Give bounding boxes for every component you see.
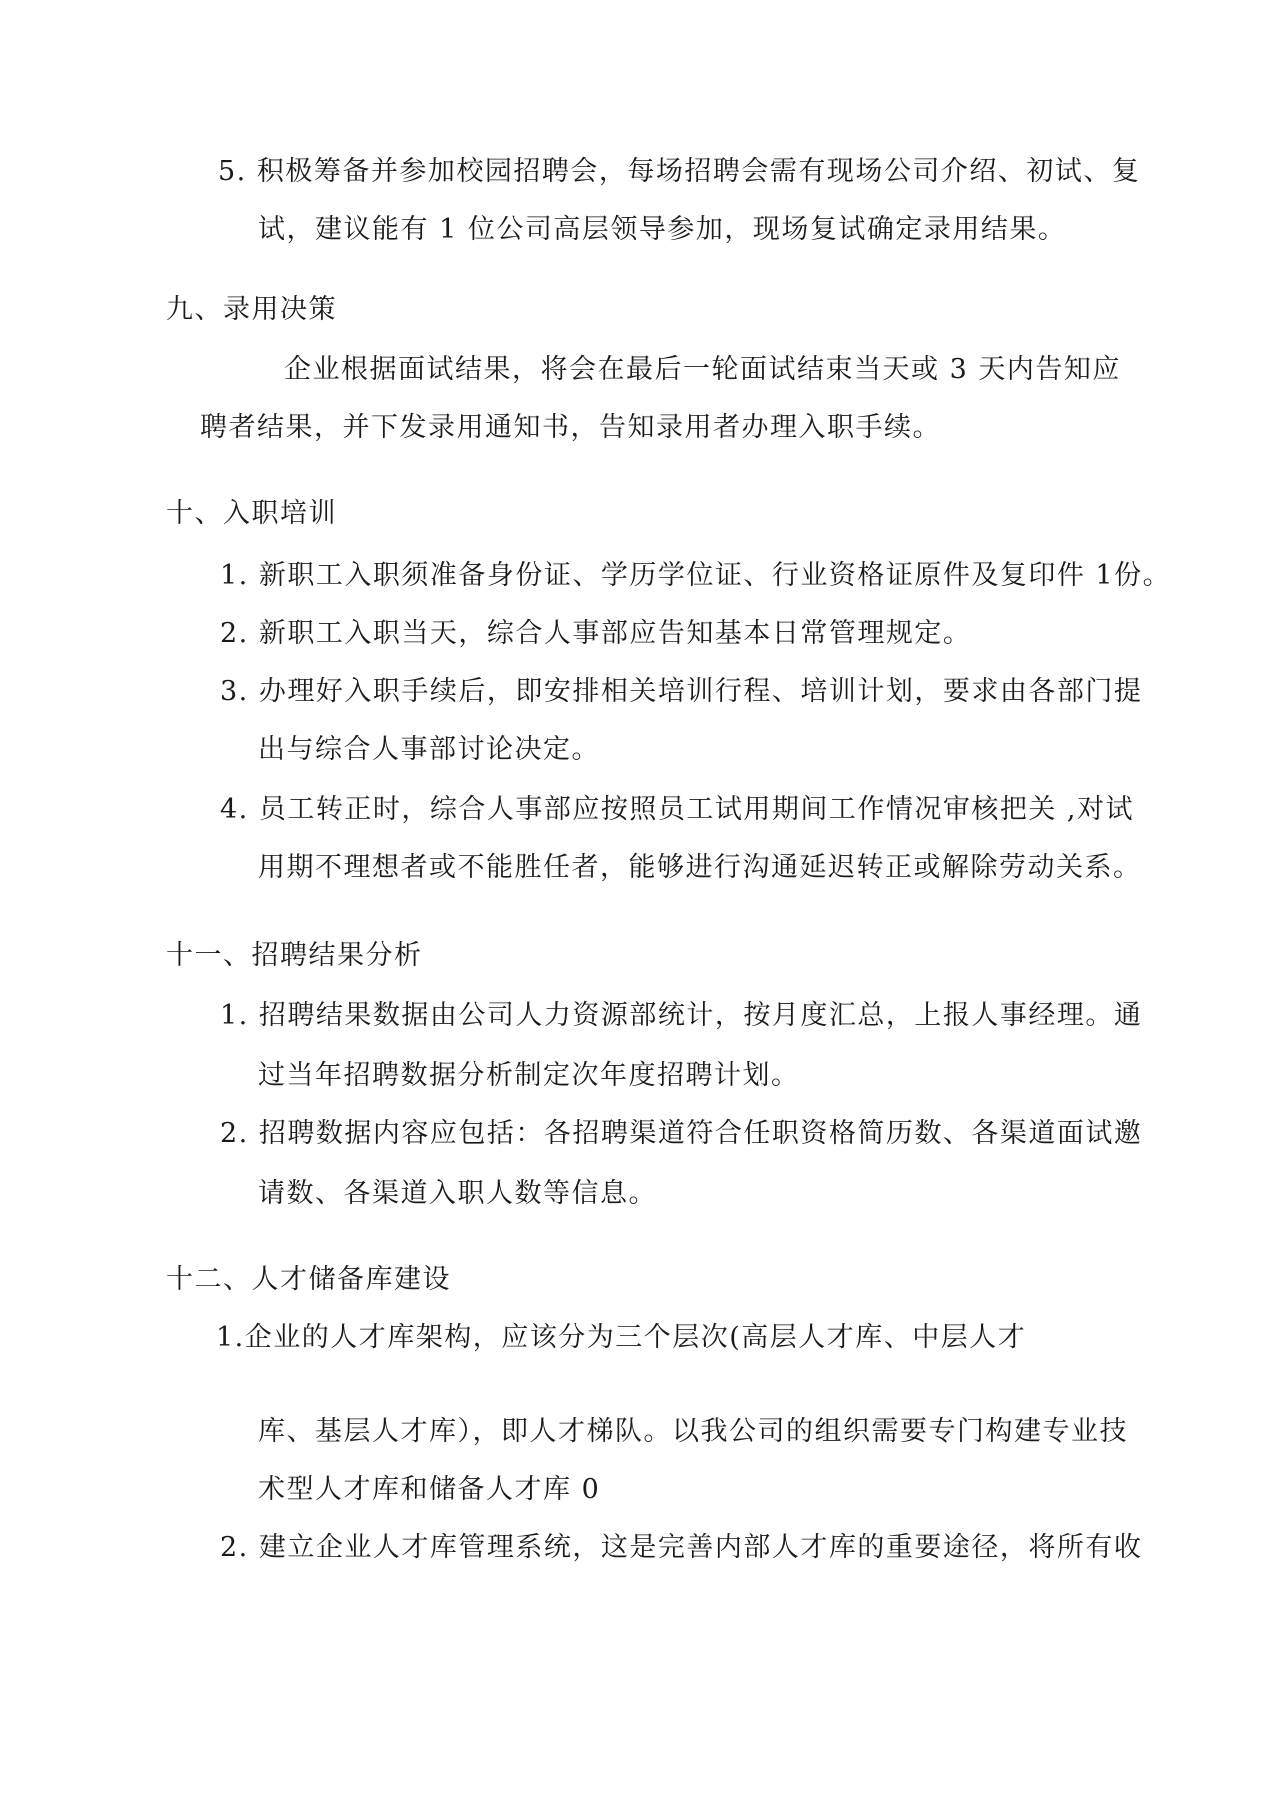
s10-item1: 1. 新职工入职须准备身份证、学历学位证、行业资格证原件及复印件 1份。 xyxy=(220,560,1172,591)
s11-item1-line2: 过当年招聘数据分析制定次年度招聘计划。 xyxy=(258,1060,800,1091)
section12-title: 十二、人才储备库建设 xyxy=(166,1264,451,1295)
section11-title: 十一、招聘结果分析 xyxy=(166,940,423,971)
s10-item3-line2: 出与综合人事部讨论决定。 xyxy=(258,734,600,765)
s10-item4-line2: 用期不理想者或不能胜任者，能够进行沟通延迟转正或解除劳动关系。 xyxy=(258,852,1142,883)
s11-item2-line2: 请数、各渠道入职人数等信息。 xyxy=(258,1178,657,1209)
s11-item2-line1: 2. 招聘数据内容应包括：各招聘渠道符合任职资格简历数、各渠道面试邀 xyxy=(220,1118,1143,1149)
item5-line2: 试，建议能有 1 位公司高层领导参加，现场复试确定录用结果。 xyxy=(258,214,1067,245)
section9-title: 九、录用决策 xyxy=(166,294,337,325)
s12-item1-line3: 术型人才库和储备人才库 0 xyxy=(258,1474,601,1505)
section9-para-line2: 聘者结果，并下发录用通知书，告知录用者办理入职手续。 xyxy=(200,412,941,443)
section9-para-line1: 企业根据面试结果，将会在最后一轮面试结束当天或 3 天内告知应 xyxy=(284,354,1121,385)
s12-item1-line1: 1.企业的人才库架构，应该分为三个层次(高层人才库、中层人才 xyxy=(216,1322,1027,1353)
s10-item3-line1: 3. 办理好入职手续后，即安排相关培训行程、培训计划，要求由各部门提 xyxy=(220,676,1143,707)
s10-item2: 2. 新职工入职当天，综合人事部应告知基本日常管理规定。 xyxy=(220,618,972,649)
s12-item2-line1: 2. 建立企业人才库管理系统，这是完善内部人才库的重要途径，将所有收 xyxy=(220,1532,1143,1563)
s11-item1-line1: 1. 招聘结果数据由公司人力资源部统计，按月度汇总，上报人事经理。通 xyxy=(220,1000,1143,1031)
s10-item4-line1: 4. 员工转正时，综合人事部应按照员工试用期间工作情况审核把关 ,对试 xyxy=(220,794,1135,825)
section10-title: 十、入职培训 xyxy=(166,498,337,529)
s12-item1-line2: 库、基层人才库），即人才梯队。以我公司的组织需要专门构建专业技 xyxy=(258,1416,1128,1447)
item5-line1: 5. 积极筹备并参加校园招聘会，每场招聘会需有现场公司介绍、初试、复 xyxy=(218,156,1141,187)
